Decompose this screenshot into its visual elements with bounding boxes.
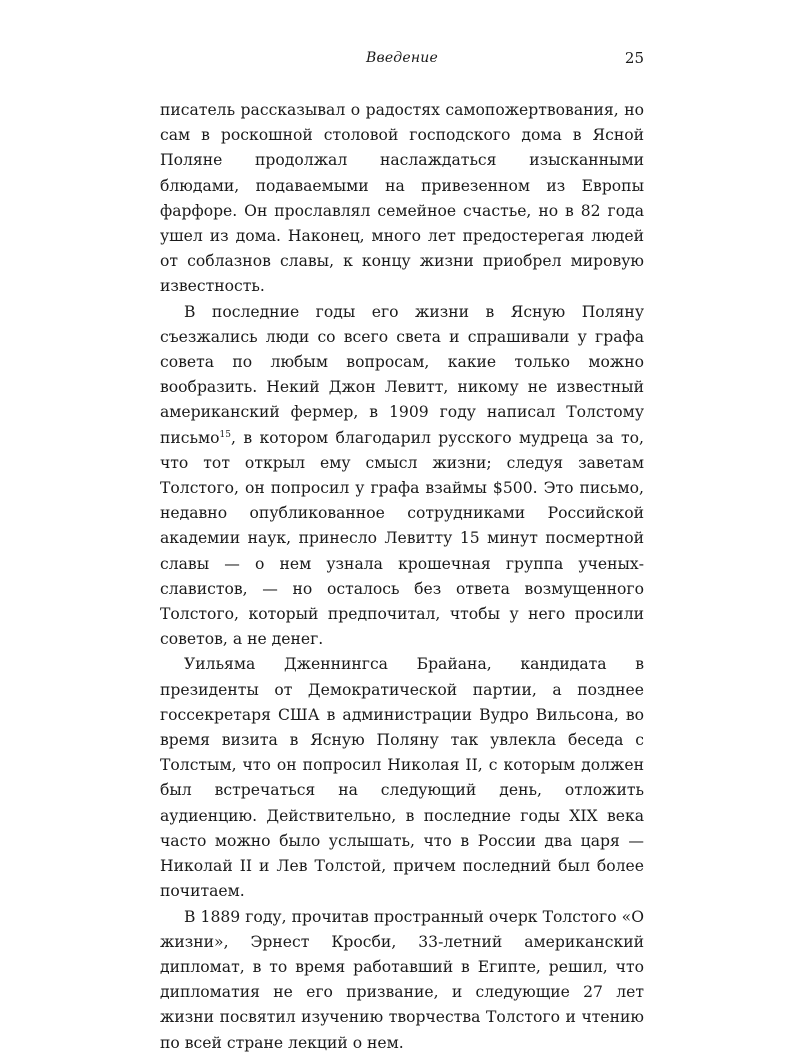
chapter-title: Введение	[365, 50, 438, 66]
page-number: 25	[624, 49, 644, 67]
paragraph-levitt	[160, 300, 644, 653]
footnote-marker: 15	[219, 429, 231, 440]
paragraph-crosby: В 1889 году, прочитав пространный очерк Толстого «О жизни», Эрнест Кросби, 33-летний американский дипломат, в то время работавший в Египте, решил, что дипломатия не его призвание, и следующие 27 лет жизни посвятил изучению творчества Толстого и чтению по всей стране лекций о нем.	[160, 907, 644, 1052]
book-page	[160, 48, 644, 1056]
paragraph-continuation: писатель рассказывал о радостях самопожертвования, но сам в роскошной столовой господского дома в Ясной Поляне продолжал наслаждаться изысканными блюдами, подаваемыми на привезенном из Европы фарфоре. Он прославлял семейное счастье, но в 82 года ушел из дома. Наконец, много лет предостерегая людей от соблазнов славы, к концу жизни приобрел мировую известность.	[160, 101, 644, 296]
paragraph-text: , в котором благодарил русского мудреца за то, что тот открыл ему смысл жизни; следуя заветам Толстого, он попросил у графа взаймы $500. Это письмо, недавно опубликованное сотрудниками Российской академии наук, принесло Левитту 15 минут посмертной славы — о нем узнала крошечная группа ученых-славистов, — но осталось без ответа возмущенного Толстого, который предпочитал, чтобы у него просили советов, а не денег.	[160, 428, 644, 649]
paragraph-bryan: Уильяма Дженнингса Брайана, кандидата в президенты от Демократической партии, а позднее госсекретаря США в администрации Вудро Вильсона, во время визита в Ясную Поляну так увлекла беседа с Толстым, что он попросил Николая II, с которым должен был встречаться на следующий день, отложить аудиенцию. Действительно, в последние годы XIX века часто можно было услышать, что в России два царя — Николай II и Лев Толстой, причем последний был более почитаем.	[160, 655, 644, 901]
paragraph-text: В последние годы его жизни в Ясную Поляну съезжались люди со всего света и спрашивали у графа совета по любым вопросам, какие только можно вообразить. Некий Джон Левитт, никому не известный американский фермер, в 1909 году написал Толстому письмо	[160, 302, 644, 447]
running-header	[160, 48, 644, 70]
body-text	[160, 98, 644, 1056]
